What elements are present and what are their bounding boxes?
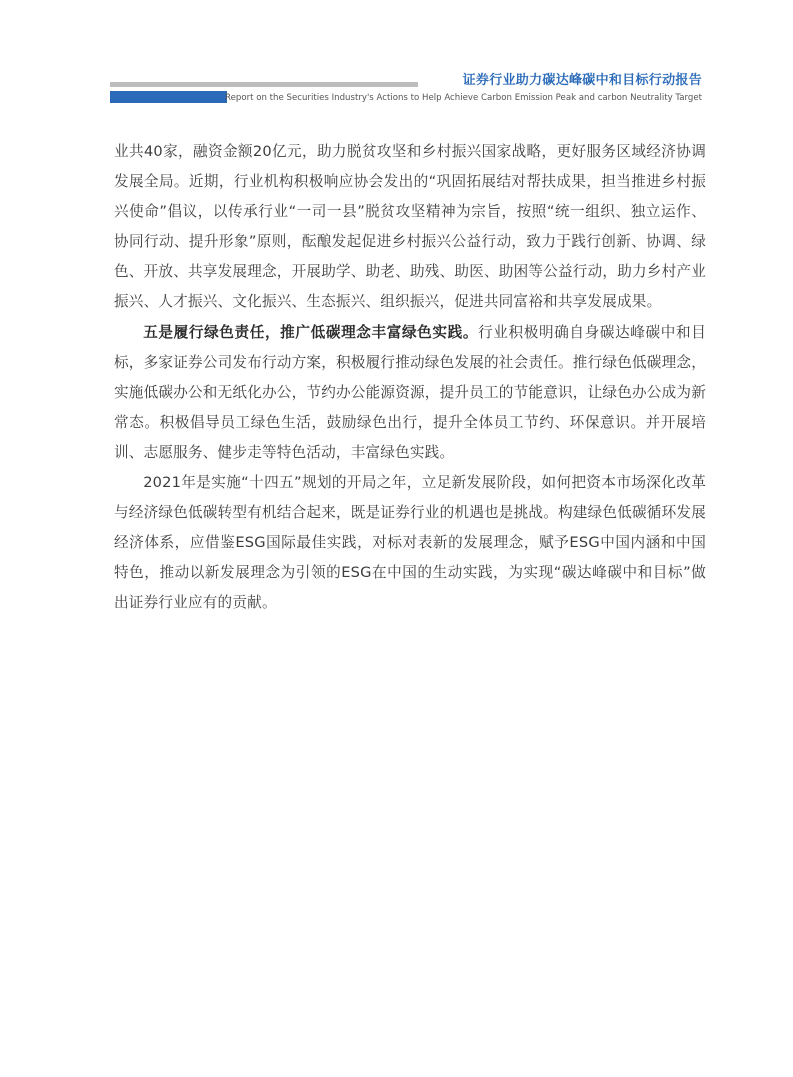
header-blue-bar (110, 91, 227, 103)
paragraph-lead-heading: 五是履行绿色责任，推广低碳理念丰富绿色实践。 (143, 323, 479, 341)
paragraph-body-text: 行业积极明确自身碳达峰碳中和目标，多家证券公司发布行动方案，积极履行推动绿色发展的社会责任。推行绿色低碳理念，实施低碳办公和无纸化办公，节约办公能源资源，提升员工的节能意识，让绿色办公成为新常态。积极倡导员工绿色生活，鼓励绿色出行，提升全体员工节约、环保意识。并开展培训、志愿服务、健步走等特色活动，丰富绿色实践。 (114, 323, 706, 461)
paragraph-esg-conclusion: 2021年是实施“十四五”规划的开局之年，立足新发展阶段，如何把资本市场深化改革与经济绿色低碳转型有机结合起来，既是证券行业的机遇也是挑战。构建绿色低碳循环发展经济体系，应借鉴ESG国际最佳实践，对标对表新的发展理念，赋予ESG中国内涵和中国特色，推动以新发展理念为引领的ESG在中国的生动实践，为实现“碳达峰碳中和目标”做出证券行业应有的贡献。 (114, 474, 706, 612)
report-title-chinese: 证券行业助力碳达峰碳中和目标行动报告 (462, 73, 702, 88)
body-text (114, 137, 706, 619)
paragraph-green-responsibility (114, 318, 706, 468)
paragraph-rural-revitalization: 业共40家，融资金额20亿元，助力脱贫攻坚和乡村振兴国家战略，更好服务区域经济协调发展全局。近期，行业机构积极响应协会发出的“巩固拓展结对帮扶成果，担当推进乡村振兴使命”倡议，以传承行业“一司一县”脱贫攻坚精神为宗旨，按照“统一组织、独立运作、协同行动、提升形象”原则，酝酿发起促进乡村振兴公益行动，致力于践行创新、协调、绿色、开放、共享发展理念，开展助学、助老、助残、助医、助困等公益行动，助力乡村产业振兴、人才振兴、文化振兴、生态振兴、组织振兴，促进共同富裕和共享发展成果。 (114, 143, 706, 311)
report-title-english: Report on the Securities Industry's Actions to Help Achieve Carbon Emission Peak and carbon Neutrality Target (225, 93, 702, 103)
header-gray-bar (110, 82, 418, 87)
